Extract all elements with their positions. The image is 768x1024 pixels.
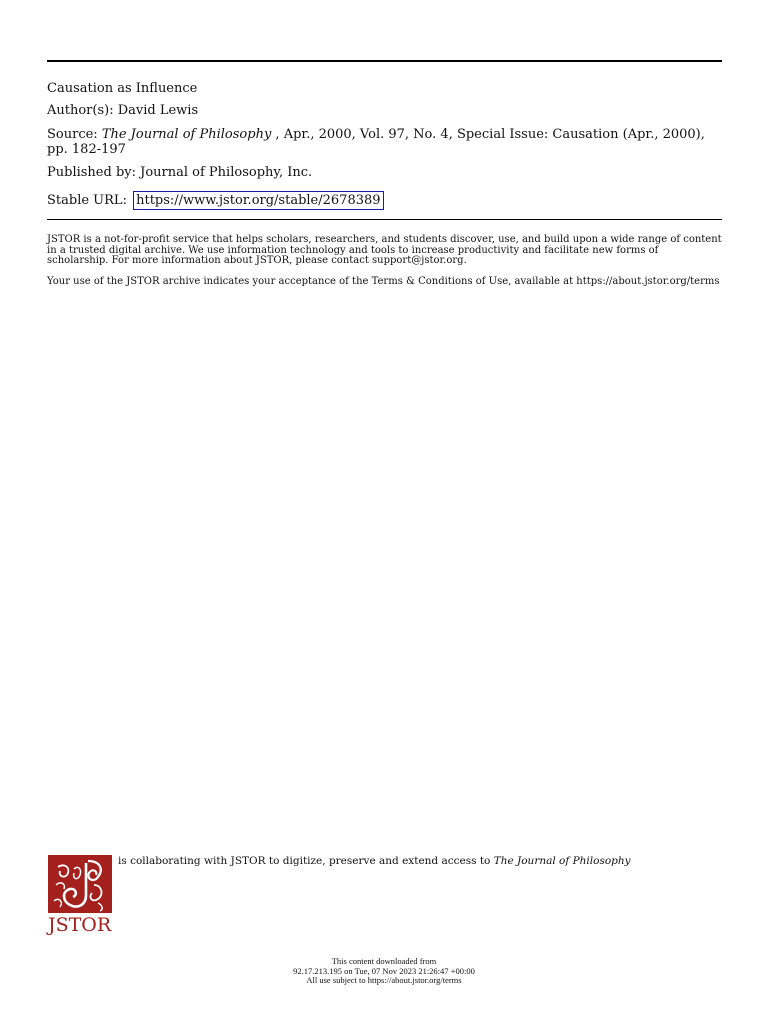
collaboration-journal: The Journal of Philosophy: [493, 855, 631, 867]
article-source: [47, 127, 722, 157]
article-title: Causation as Influence: [47, 81, 198, 96]
article-author: Author(s): David Lewis: [47, 103, 199, 118]
source-prefix: Source:: [47, 127, 102, 142]
jstor-logo-word: JSTOR: [48, 914, 112, 936]
collaboration-text: is collaborating with JSTOR to digitize, preserve and extend access to: [118, 855, 494, 867]
collaboration-statement: [118, 855, 638, 867]
publisher: Published by: Journal of Philosophy, Inc.: [47, 165, 313, 180]
download-footer: [0, 957, 768, 986]
stable-url-row: [47, 191, 722, 210]
terms-notice: Your use of the JSTOR archive indicates your acceptance of the Terms & Conditions of Use, available at https://about.jstor.org/terms: [47, 276, 720, 287]
footer-line-2: 92.17.213.195 on Tue, 07 Nov 2023 21:26:47 +00:00: [293, 965, 475, 976]
stable-url-link[interactable]: https://www.jstor.org/stable/2678389: [133, 191, 383, 210]
top-rule: [47, 60, 722, 62]
source-journal: The Journal of Philosophy: [101, 127, 272, 142]
stable-url-label: Stable URL:: [47, 193, 127, 208]
jstor-emblem-icon: [48, 855, 112, 913]
footer-line-3: All use subject to https://about.jstor.org/terms: [306, 975, 462, 985]
jstor-logo: [48, 855, 116, 935]
jstor-notice: JSTOR is a not-for-profit service that helps scholars, researchers, and students discover, use, and build upon a wide range of content in a trusted digital archive. We use information technology and tools to increase productivity and facilitate new forms of scholarship. For more information about JSTOR, please contact support@jstor.org.: [47, 234, 722, 266]
source-details: , Apr., 2000, Vol. 97, No. 4, Special Issue: Causation (Apr., 2000), pp. 182-197: [47, 127, 705, 157]
divider-rule: [47, 219, 722, 220]
footer-line-1: This content downloaded from: [331, 956, 437, 966]
